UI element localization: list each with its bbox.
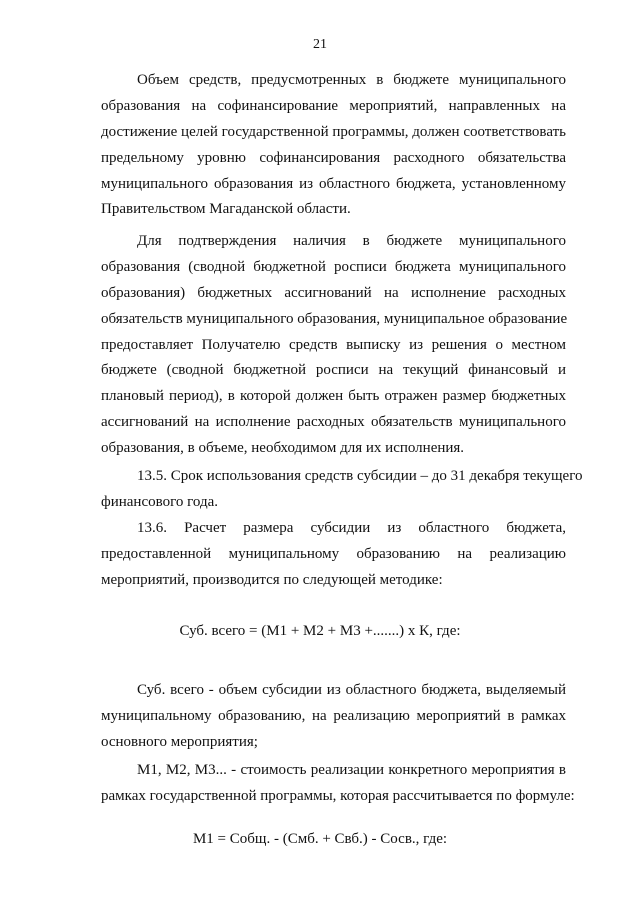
text-line: 13.6. Расчет размера субсидии из областного бюджета,: [137, 520, 566, 536]
paragraph-subsidy-definition: [101, 678, 566, 756]
text-line: образования (сводной бюджетной росписи бюджета муниципального: [101, 258, 566, 275]
text-line: финансового года.: [101, 493, 219, 510]
text-line: Суб. всего - объем субсидии из областного бюджета, выделяемый: [137, 682, 566, 698]
formula-activity-cost: М1 = Собщ. - (Смб. + Свб.) - Сосв., где:: [192, 831, 448, 847]
text-line: образования, в объеме, необходимом для их исполнения.: [101, 440, 465, 457]
paragraph-cost-definition: [101, 758, 575, 810]
text-line: 13.5. Срок использования средств субсидии – до 31 декабря текущего: [137, 468, 583, 484]
text-line: достижение целей государственной программы, должен соответствовать: [101, 123, 566, 140]
text-line: образования на софинансирование мероприятий, направленных на: [101, 97, 566, 114]
text-line: муниципального образования из областного бюджета, установленному: [101, 175, 566, 192]
text-line: предельному уровню софинансирования расходного обязательства: [101, 149, 566, 166]
text-line: основного мероприятия;: [101, 733, 258, 750]
paragraph-confirmation: [101, 229, 566, 462]
text-line: муниципальному образованию, на реализацию мероприятий в рамках: [101, 707, 566, 724]
text-line: предоставляет Получателю средств выписку из решения о местном: [101, 336, 566, 353]
text-line: Для подтверждения наличия в бюджете муниципального: [137, 233, 566, 249]
text-line: рамках государственной программы, которая рассчитывается по формуле:: [101, 787, 575, 804]
text-line: образования) бюджетных ассигнований на исполнение расходных: [101, 284, 566, 301]
paragraph-13-6: [101, 516, 566, 594]
page-number: 21: [313, 37, 327, 52]
text-line: предоставленной муниципальному образованию на реализацию: [101, 545, 566, 562]
text-line: Объем средств, предусмотренных в бюджете муниципального: [137, 72, 566, 88]
paragraph-13-5: [101, 464, 583, 516]
text-line: ассигнований на исполнение расходных обязательств муниципального: [101, 414, 566, 431]
text-line: плановый период), в которой должен быть отражен размер бюджетных: [101, 388, 566, 405]
text-line: Правительством Магаданской области.: [101, 201, 351, 218]
text-line: М1, М2, М3... - стоимость реализации конкретного мероприятия в: [137, 762, 566, 778]
text-line: бюджете (сводной бюджетной росписи на текущий финансовый и: [101, 362, 566, 379]
paragraph-budget-volume: [101, 68, 566, 223]
formula-total-subsidy: Суб. всего = (М1 + М2 + М3 +.......) х К, где:: [179, 623, 461, 639]
text-line: обязательств муниципального образования, муниципальное образование: [101, 310, 568, 327]
text-line: мероприятий, производится по следующей методике:: [101, 571, 443, 588]
